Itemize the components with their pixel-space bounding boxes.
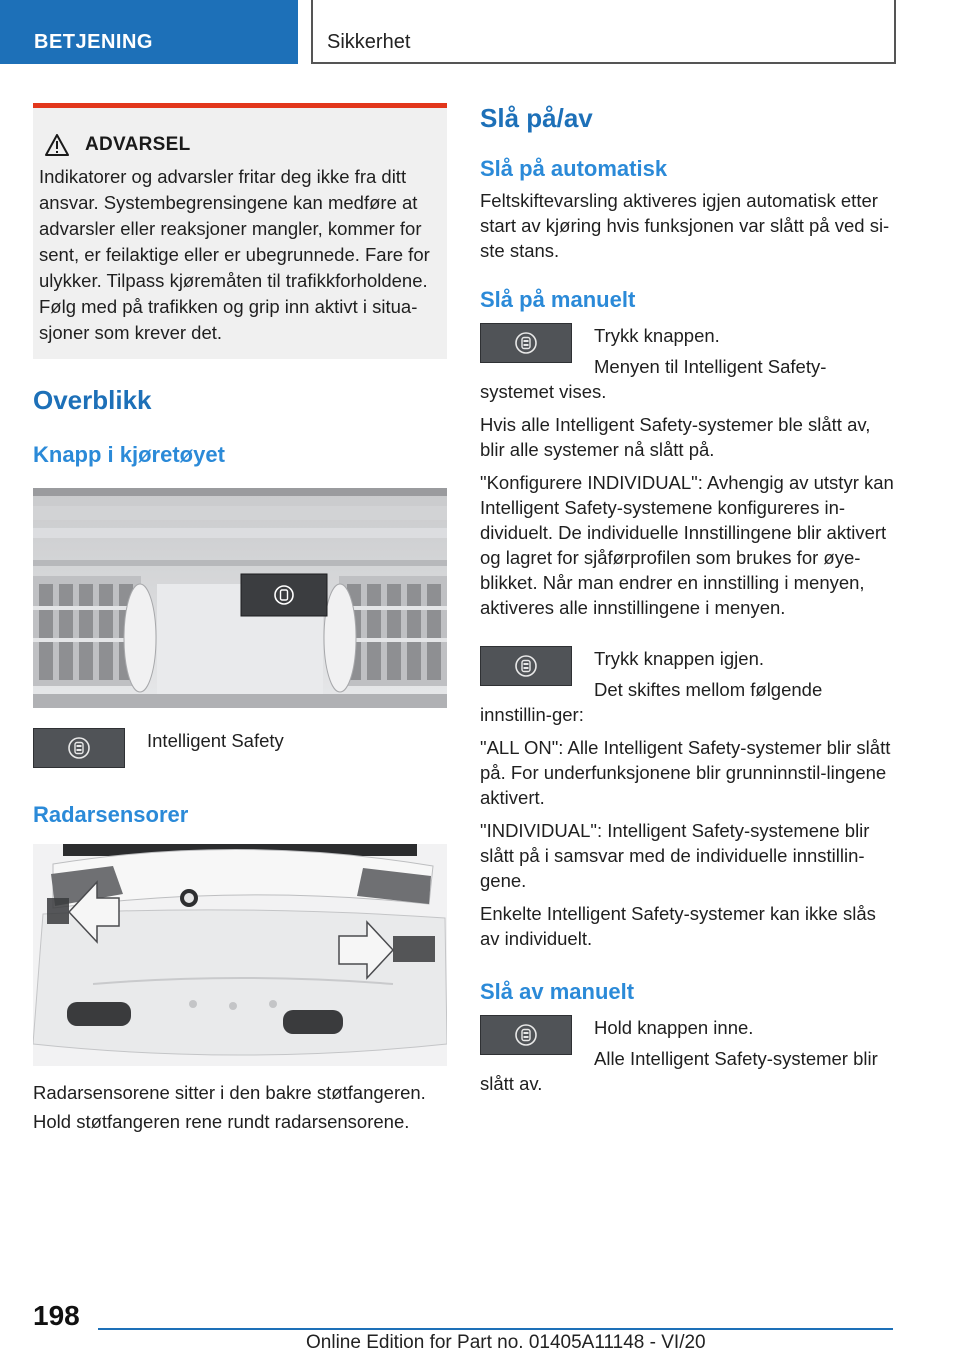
manual-off-heading: Slå av manuelt — [480, 979, 635, 1004]
step3-result: Alle Intelligent Safety-systemer blir slått av. — [480, 1048, 878, 1094]
configure-text: "Konfigurere INDIVIDUAL": Avhengig av utstyr kan Intelligent Safety-systemene konfigureres in-dividuelt. De individuelle Innstillingene blir aktivert og lagret for sjåførprofilen som brukes for øye-blikket. Når man endrer en innstilling i menyen, aktiveres alle innstillingene i menyen. — [480, 472, 894, 618]
header-chapter-tab — [311, 0, 896, 64]
header-section-label: BETJENING — [34, 31, 153, 53]
auto-on-text: Feltskiftevarsling aktiveres igjen automatisk etter start av kjøring hvis funksjonen var slått på ved si-ste stans. — [480, 190, 890, 261]
warning-triangle-icon — [45, 134, 69, 156]
step-hold-button-row — [480, 1015, 898, 1096]
step1-result: Menyen til Intelligent Safety-systemet vises. — [480, 356, 827, 402]
radar-location-text: Radarsensorene sitter i den bakre støtfangeren. — [33, 1082, 426, 1103]
intelligent-safety-icon — [66, 735, 92, 761]
intelligent-safety-caption-row — [33, 728, 447, 768]
warning-box — [33, 103, 447, 359]
individual-text: "INDIVIDUAL": Intelligent Safety-systemene blir slått på i samsvar med de individuelle innstillin-gene. — [480, 820, 870, 891]
step2-button-tile — [480, 646, 572, 686]
manual-on-heading: Slå på manuelt — [480, 287, 636, 312]
left-column — [33, 103, 447, 1134]
car-rear-illustration — [33, 844, 447, 1066]
step3-button-tile — [480, 1015, 572, 1055]
intelligent-safety-button-tile — [33, 728, 125, 768]
footer-rule — [98, 1328, 893, 1330]
all-on-text: "ALL ON": Alle Intelligent Safety-systemer blir slått på. For underfunksjonene blir grunninnstil-lingene aktivert. — [480, 737, 891, 808]
radar-clean-text: Hold støtfangeren rene rundt radarsensorene. — [33, 1111, 410, 1132]
step1-instruction: Trykk knappen. — [594, 325, 720, 346]
warning-body: Indikatorer og advarsler fritar deg ikke fra ditt ansvar. Systembegrensingene kan medføre at advarsler eller reaksjoner mangler, kommer for sent, er feilaktige eller er ubegrunnede. Fare for ulykker. Tilpass kjøremåten til trafikkforholdene. Følg med på trafikken og grip inn aktivt i situa-sjoner som krever det. — [39, 166, 430, 343]
dashboard-button-photo — [33, 488, 447, 708]
step-press-again-row — [480, 646, 898, 727]
step1-button-tile — [480, 323, 572, 363]
intelligent-safety-icon — [513, 330, 539, 356]
right-column — [480, 103, 898, 1096]
radar-heading: Radarsensorer — [33, 802, 189, 827]
all-off-text: Hvis alle Intelligent Safety-systemer ble slått av, blir alle systemer nå slått på. — [480, 414, 871, 460]
footer-edition: Online Edition for Part no. 01405A11148 - VI/20 — [306, 1332, 706, 1353]
intelligent-safety-icon — [513, 653, 539, 679]
header-chapter-label: Sikkerhet — [327, 31, 411, 53]
page-number: 198 — [33, 1300, 80, 1331]
step2-instruction: Trykk knappen igjen. — [594, 648, 765, 669]
step2-result: Det skiftes mellom følgende innstillin-ger: — [480, 679, 823, 725]
intelligent-safety-icon — [513, 1022, 539, 1048]
auto-on-heading: Slå på automatisk — [480, 156, 668, 181]
onoff-heading: Slå på/av — [480, 103, 593, 133]
step-press-button-row — [480, 323, 898, 404]
overview-heading: Overblikk — [33, 385, 152, 415]
dashboard-illustration — [33, 488, 447, 708]
car-rear-radar-photo — [33, 844, 447, 1066]
button-heading: Knapp i kjøretøyet — [33, 442, 225, 467]
header-section-tab — [0, 0, 298, 64]
step3-instruction: Hold knappen inne. — [594, 1017, 754, 1038]
intelligent-safety-caption: Intelligent Safety — [147, 730, 284, 751]
warning-title: ADVARSEL — [85, 134, 191, 155]
some-systems-text: Enkelte Intelligent Safety-systemer kan ikke slås av individuelt. — [480, 903, 876, 949]
